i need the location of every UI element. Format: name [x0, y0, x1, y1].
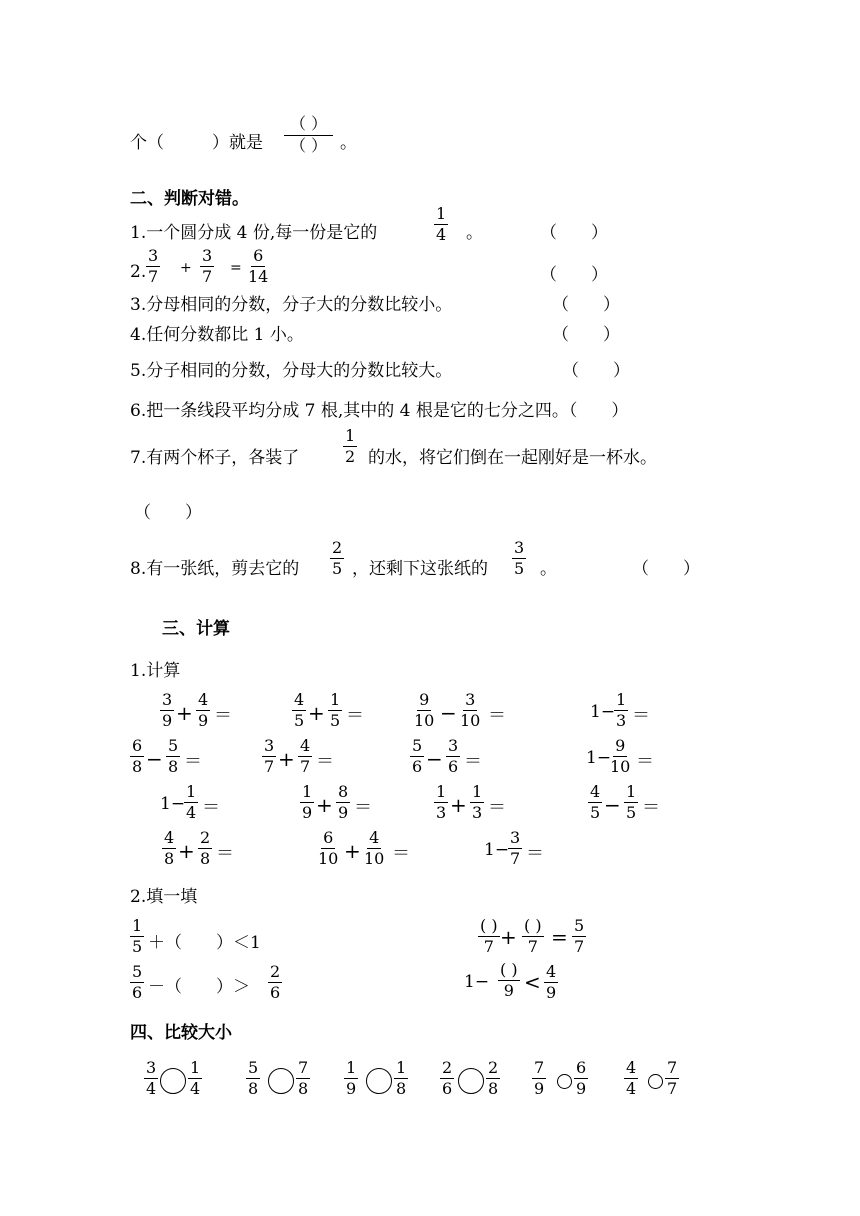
q8-fraction-2: $\frac{3}{5}$ — [514, 538, 525, 578]
q5-text: 5.分子相同的分数，分母大的分数比较大。 — [130, 361, 453, 381]
calc-equals[interactable]: ＝ — [636, 751, 654, 772]
calc-equals[interactable]: ＝ — [488, 705, 506, 726]
calc-fraction: $\frac{3}{7}$ — [264, 736, 275, 776]
calc-fraction: $\frac{1}{3}$ — [616, 690, 627, 730]
calc-fraction: $\frac{4}{9}$ — [198, 690, 209, 730]
calc-fraction: $\frac{3}{10}$ — [460, 690, 481, 730]
calc-operator: + — [176, 701, 193, 725]
calc-fraction: $\frac{5}{6}$ — [412, 736, 423, 776]
calc-equals[interactable]: ＝ — [464, 751, 482, 772]
top-end: 。 — [340, 133, 357, 153]
calc-lead: 1− — [160, 794, 186, 814]
calc-equals[interactable]: ＝ — [392, 843, 410, 864]
fill-fraction: $\frac{5}{7}$ — [574, 916, 585, 956]
calc-operator: + — [278, 747, 295, 771]
section3-sub1: 1.计算 — [130, 661, 181, 681]
fill-fraction: $\frac{5}{6}$ — [132, 962, 143, 1002]
q2-lead: 2. — [130, 262, 147, 282]
calc-equals[interactable]: ＝ — [526, 843, 544, 864]
compare-circle[interactable] — [366, 1068, 392, 1094]
compare-circle[interactable] — [648, 1074, 663, 1089]
q8-answer-blank[interactable]: （ ） — [632, 559, 700, 579]
calc-operator: + — [450, 793, 467, 817]
q1-answer-blank[interactable]: （ ） — [540, 223, 608, 243]
compare-right-fraction: $\frac{2}{8}$ — [488, 1058, 499, 1098]
fill-fraction: $\frac{1}{5}$ — [132, 916, 143, 956]
calc-equals[interactable]: ＝ — [346, 705, 364, 726]
q7-text-b: 的水，将它们倒在一起刚好是一杯水。 — [368, 448, 657, 468]
calc-fraction: $\frac{9}{10}$ — [414, 690, 435, 730]
calc-operator: − — [426, 747, 443, 771]
fill-expression: －（ ）＞ — [148, 977, 250, 997]
calc-equals[interactable]: ＝ — [214, 705, 232, 726]
fill-fraction: ( ) 9 — [500, 960, 518, 1000]
calc-fraction: $\frac{1}{5}$ — [626, 782, 637, 822]
calc-fraction: $\frac{1}{3}$ — [436, 782, 447, 822]
section2-title: 二、判断对错。 — [130, 189, 249, 209]
calc-equals[interactable]: ＝ — [632, 705, 650, 726]
calc-operator: + — [344, 839, 361, 863]
calc-equals[interactable]: ＝ — [184, 751, 202, 772]
calc-fraction: $\frac{5}{8}$ — [168, 736, 179, 776]
calc-lead: 1− — [590, 702, 616, 722]
calc-fraction: $\frac{1}{9}$ — [302, 782, 313, 822]
calc-fraction: $\frac{4}{8}$ — [164, 828, 175, 868]
calc-fraction: $\frac{2}{8}$ — [200, 828, 211, 868]
calc-fraction: $\frac{6}{10}$ — [318, 828, 339, 868]
compare-right-fraction: $\frac{7}{7}$ — [667, 1058, 678, 1098]
q6-text: 6.把一条线段平均分成 7 根,其中的 4 根是它的七分之四。（ ） — [130, 401, 629, 421]
calc-fraction: $\frac{3}{6}$ — [448, 736, 459, 776]
q4-text: 4.任何分数都比 1 小。 — [130, 325, 304, 345]
calc-fraction: $\frac{4}{5}$ — [590, 782, 601, 822]
q7-fraction: $\frac{1}{2}$ — [345, 426, 356, 466]
compare-circle[interactable] — [557, 1074, 572, 1089]
calc-equals[interactable]: ＝ — [642, 797, 660, 818]
calc-fraction: $\frac{1}{5}$ — [330, 690, 341, 730]
calc-fraction: $\frac{8}{9}$ — [338, 782, 349, 822]
calc-fraction: $\frac{4}{10}$ — [364, 828, 385, 868]
calc-fraction: $\frac{1}{4}$ — [186, 782, 197, 822]
fill-fraction: $\frac{2}{6}$ — [270, 962, 281, 1002]
fill-lead: 1− — [464, 972, 490, 992]
calc-equals[interactable]: ＝ — [216, 843, 234, 864]
calc-lead: 1− — [484, 840, 510, 860]
calc-fraction: $\frac{3}{7}$ — [510, 828, 521, 868]
calc-fraction: $\frac{6}{8}$ — [132, 736, 143, 776]
q2-frac-result: $\frac{6}{14}$ — [248, 246, 269, 286]
compare-right-fraction: $\frac{1}{4}$ — [190, 1058, 201, 1098]
calc-lead: 1− — [586, 748, 612, 768]
calc-operator: − — [440, 701, 457, 725]
compare-left-fraction: $\frac{1}{9}$ — [346, 1058, 357, 1098]
fill-fraction: $\frac{4}{9}$ — [546, 962, 557, 1002]
compare-right-fraction: $\frac{1}{8}$ — [396, 1058, 407, 1098]
fill-expression: ＋（ ）＜1 — [148, 933, 261, 953]
q2-frac-b: $\frac{3}{7}$ — [202, 246, 213, 286]
compare-left-fraction: $\frac{4}{4}$ — [626, 1058, 637, 1098]
calc-operator: + — [178, 839, 195, 863]
compare-circle[interactable] — [268, 1068, 294, 1094]
section3-sub2: 2.填一填 — [130, 887, 198, 907]
calc-operator: − — [146, 747, 163, 771]
q1-end: 。 — [466, 223, 483, 243]
top-blank-fraction: （ ） （ ） — [284, 116, 333, 154]
q8-fraction-1: $\frac{2}{5}$ — [332, 538, 343, 578]
q2-frac-a: $\frac{3}{7}$ — [148, 246, 159, 286]
calc-equals[interactable]: ＝ — [488, 797, 506, 818]
compare-left-fraction: $\frac{5}{8}$ — [248, 1058, 259, 1098]
compare-left-fraction: $\frac{3}{4}$ — [146, 1058, 157, 1098]
calc-operator: + — [316, 793, 333, 817]
q4-answer-blank[interactable]: （ ） — [552, 325, 620, 345]
calc-equals[interactable]: ＝ — [316, 751, 334, 772]
q5-answer-blank[interactable]: （ ） — [562, 361, 630, 381]
fill-operator: < — [524, 970, 541, 994]
q7-answer-blank[interactable]: （ ） — [134, 503, 202, 523]
q8-text-a: 8.有一张纸，剪去它的 — [130, 559, 300, 579]
calc-fraction: $\frac{4}{5}$ — [294, 690, 305, 730]
fill-equals: = — [551, 925, 568, 949]
fill-fraction: ( ) 7 — [480, 916, 498, 956]
section3-title: 三、计算 — [162, 619, 230, 639]
top-prefix: 个（ — [130, 133, 164, 153]
q3-answer-blank[interactable]: （ ） — [552, 295, 620, 315]
fill-fraction: ( ) 7 — [524, 916, 542, 956]
fill-operator: + — [500, 925, 517, 949]
compare-right-fraction: $\frac{6}{9}$ — [576, 1058, 587, 1098]
q7-text-a: 7.有两个杯子，各装了 — [130, 448, 300, 468]
calc-fraction: $\frac{4}{7}$ — [300, 736, 311, 776]
calc-fraction: $\frac{3}{9}$ — [162, 690, 173, 730]
calc-equals[interactable]: ＝ — [354, 797, 372, 818]
q2-plus: + — [180, 260, 192, 276]
calc-operator: + — [308, 701, 325, 725]
q2-answer-blank[interactable]: （ ） — [540, 265, 608, 285]
q1-fraction: $\frac{1}{4}$ — [436, 204, 447, 244]
compare-circle[interactable] — [160, 1068, 186, 1094]
q1-text: 1.一个圆分成 4 份,每一份是它的 — [130, 223, 378, 243]
q2-equals: = — [230, 260, 242, 276]
q8-end: 。 — [540, 559, 557, 579]
section4-title: 四、比较大小 — [130, 1023, 232, 1043]
q8-text-b: ，还剩下这张纸的 — [352, 559, 488, 579]
top-mid: ）就是 — [212, 133, 263, 153]
compare-circle[interactable] — [458, 1068, 484, 1094]
compare-left-fraction: $\frac{7}{9}$ — [534, 1058, 545, 1098]
calc-fraction: $\frac{9}{10}$ — [610, 736, 631, 776]
compare-right-fraction: $\frac{7}{8}$ — [298, 1058, 309, 1098]
calc-operator: − — [604, 793, 621, 817]
compare-left-fraction: $\frac{2}{6}$ — [442, 1058, 453, 1098]
calc-equals[interactable]: ＝ — [202, 797, 220, 818]
q3-text: 3.分母相同的分数，分子大的分数比较小。 — [130, 295, 453, 315]
calc-fraction: $\frac{1}{3}$ — [472, 782, 483, 822]
